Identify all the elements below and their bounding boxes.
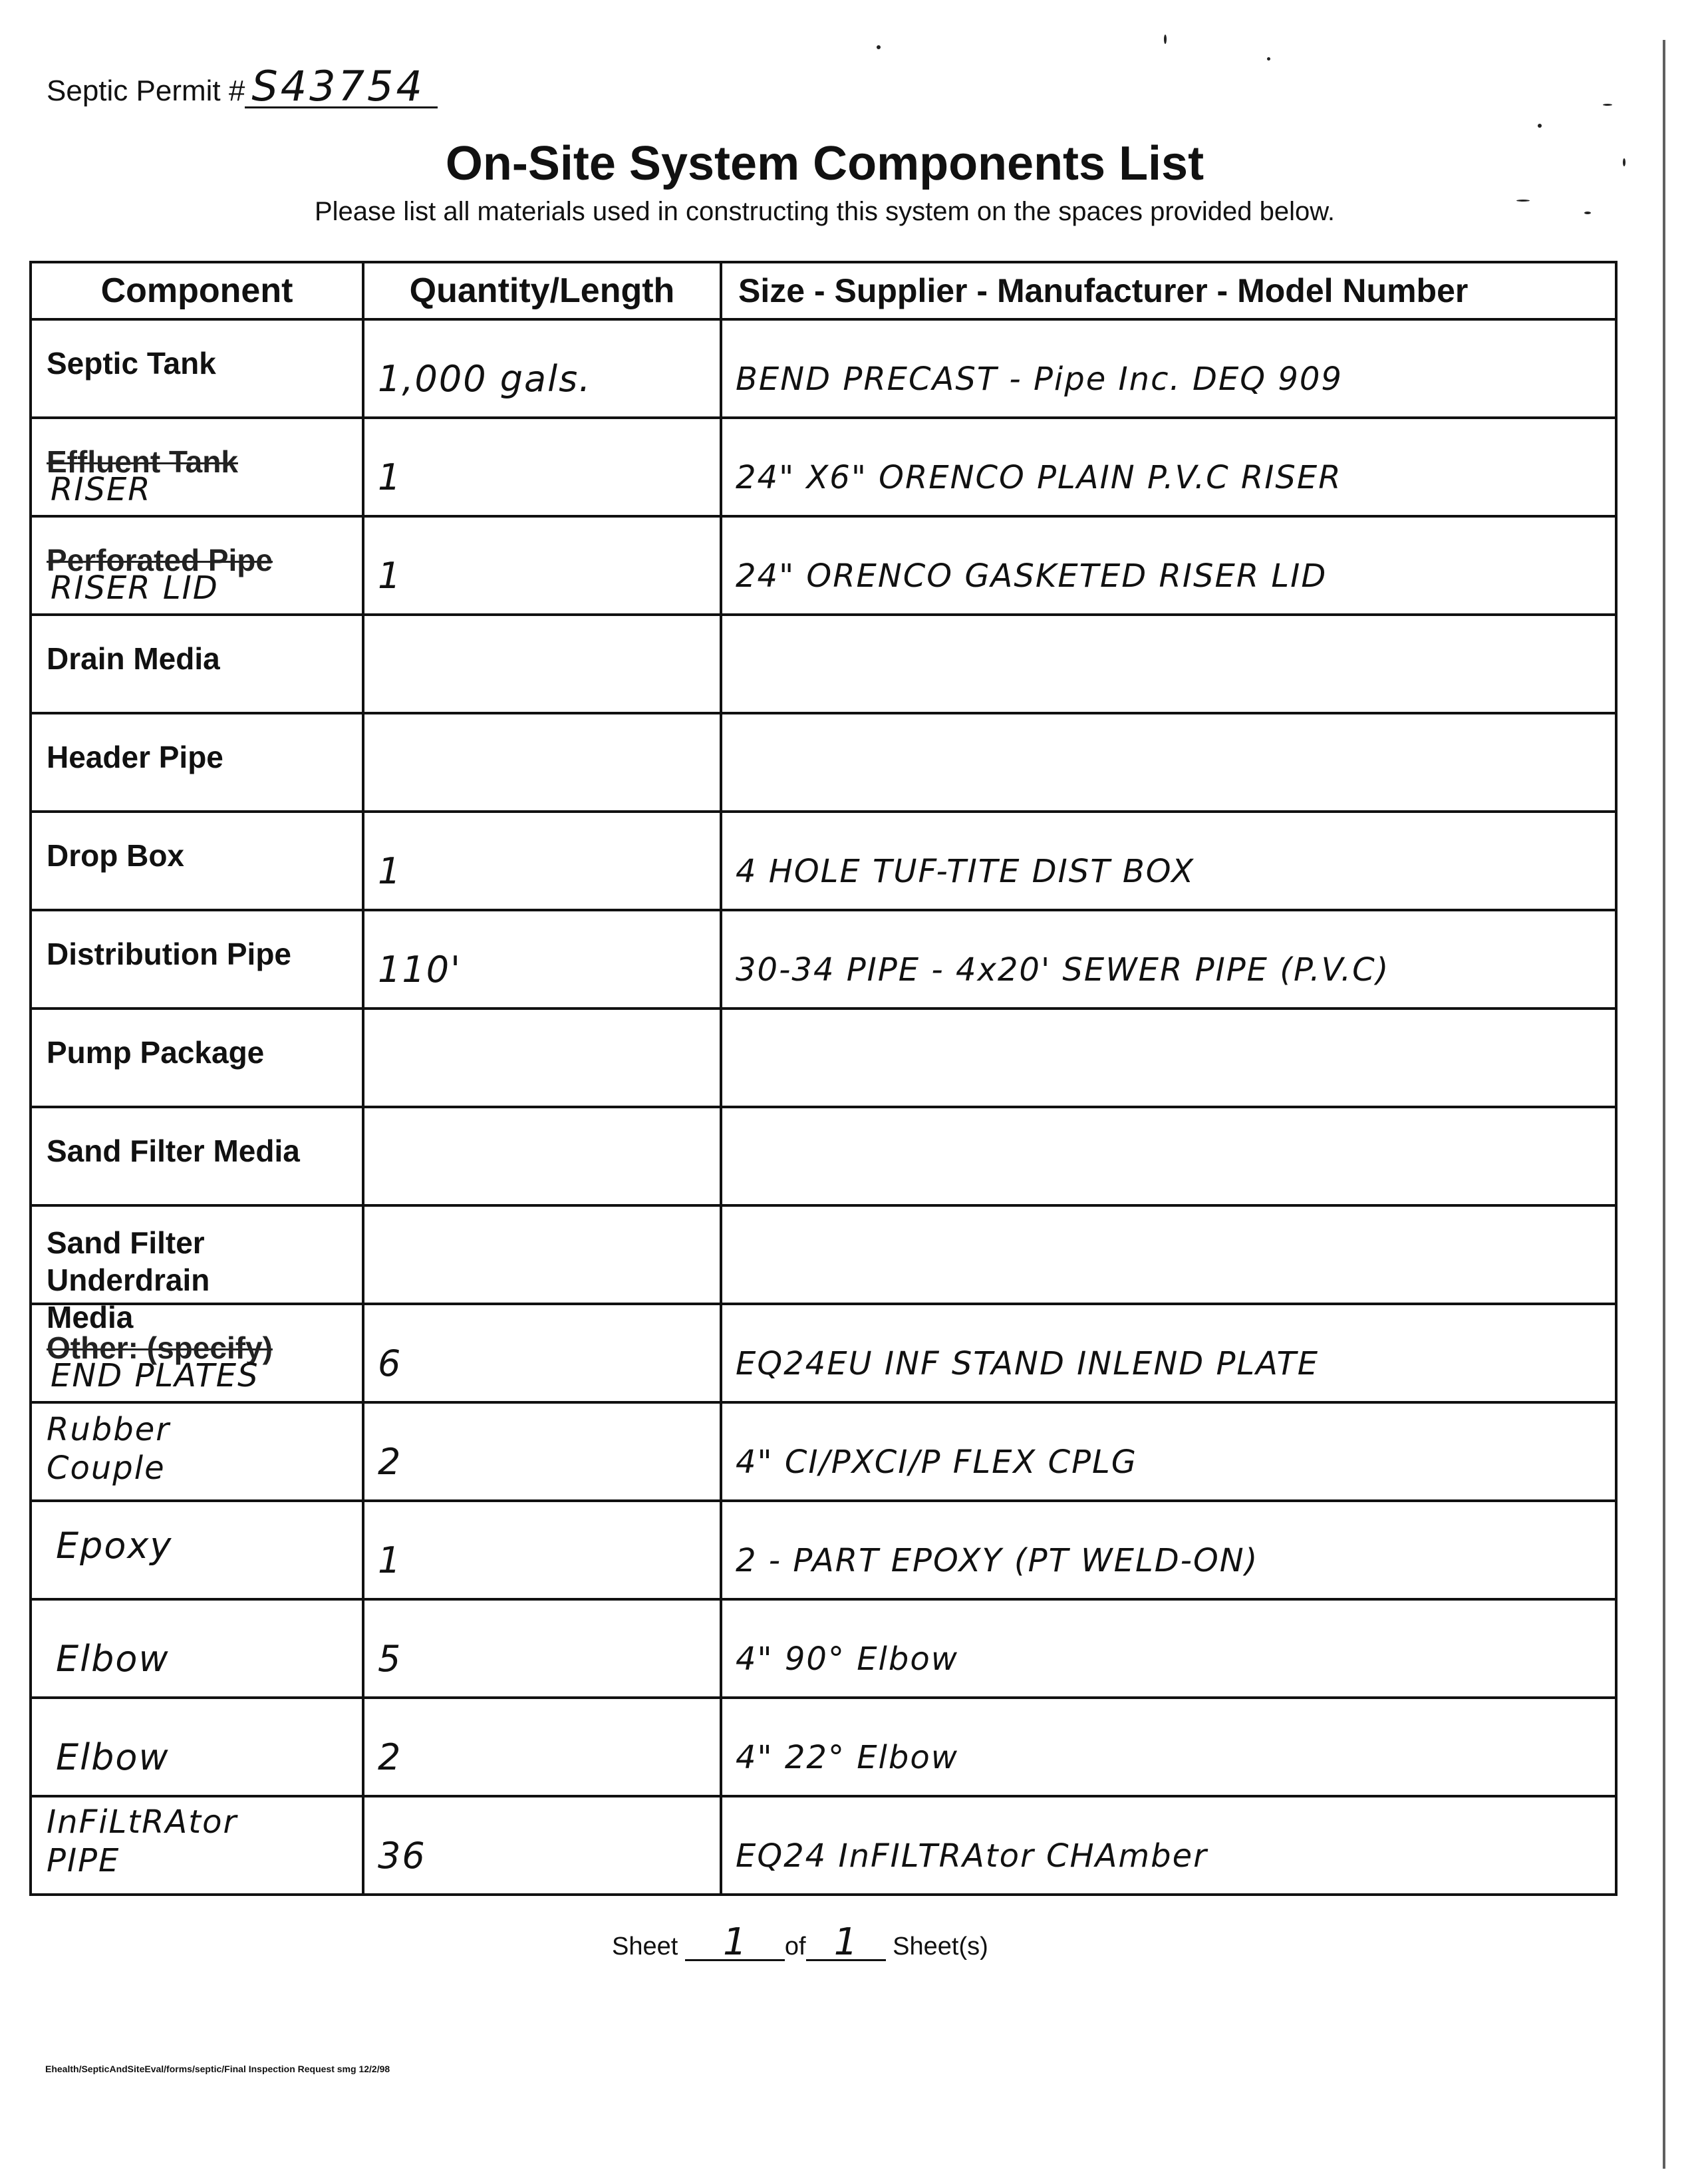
table-row bbox=[31, 1599, 1616, 1698]
scan-speck bbox=[1603, 104, 1612, 106]
component-label: Sand Filter Media bbox=[47, 1134, 300, 1168]
quantity-cell bbox=[363, 1009, 721, 1107]
quantity-value: 1 bbox=[378, 456, 402, 498]
component-label: Pump Package bbox=[47, 1035, 265, 1070]
quantity-cell bbox=[363, 1304, 721, 1402]
quantity-value: 36 bbox=[378, 1835, 426, 1877]
quantity-cell bbox=[363, 418, 721, 516]
table-row bbox=[31, 1796, 1616, 1895]
sheet-number-field: 1 bbox=[685, 1926, 785, 1961]
quantity-value: 2 bbox=[378, 1736, 402, 1778]
quantity-cell bbox=[363, 1698, 721, 1796]
component-label-struck: Other: (specify) bbox=[47, 1330, 273, 1365]
permit-line bbox=[47, 62, 438, 110]
quantity-cell bbox=[363, 1501, 721, 1599]
details-value: 4" CI/PXCI/P FLEX CPLG bbox=[736, 1444, 1137, 1481]
form-title: On-Site System Components List bbox=[445, 137, 1204, 190]
permit-label: Septic Permit # bbox=[47, 75, 245, 107]
component-cell bbox=[31, 1107, 363, 1205]
table-row bbox=[31, 615, 1616, 713]
sheet-count-line bbox=[612, 1921, 988, 1964]
table-row bbox=[31, 812, 1616, 910]
sheets-label: Sheet(s) bbox=[893, 1933, 988, 1960]
component-label: Drain Media bbox=[47, 641, 220, 676]
scan-speck bbox=[1164, 35, 1167, 44]
details-cell bbox=[721, 319, 1616, 418]
table-row bbox=[31, 1009, 1616, 1107]
table-row bbox=[31, 1501, 1616, 1599]
table-row bbox=[31, 910, 1616, 1009]
form-file-path: Ehealth/SepticAndSiteEval/forms/septic/Final Inspection Request smg 12/2/98 bbox=[45, 2064, 390, 2074]
component-cell bbox=[31, 1205, 363, 1334]
quantity-cell bbox=[363, 1107, 721, 1205]
component-cell bbox=[31, 1599, 363, 1698]
quantity-cell bbox=[363, 713, 721, 812]
total-sheets-field: 1 bbox=[806, 1926, 886, 1961]
column-header-quantity: Quantity/Length bbox=[363, 262, 721, 319]
details-value: EQ24 InFILTRAtor CHAmber bbox=[736, 1837, 1208, 1875]
component-handwritten: InFiLtRAtor PIPE bbox=[47, 1803, 238, 1879]
quantity-value: 110' bbox=[378, 949, 462, 991]
component-cell bbox=[31, 713, 363, 812]
details-cell bbox=[721, 1599, 1616, 1698]
component-label: Septic Tank bbox=[47, 346, 216, 381]
table-header-row bbox=[31, 262, 1616, 319]
details-cell bbox=[721, 418, 1616, 516]
component-label: Sand Filter Underdrain Media bbox=[47, 1225, 210, 1334]
component-cell bbox=[31, 1009, 363, 1107]
component-handwritten: RISER bbox=[51, 471, 152, 508]
scan-speck bbox=[1538, 124, 1542, 128]
quantity-cell bbox=[363, 1205, 721, 1304]
details-value: 4 HOLE TUF-TITE DIST BOX bbox=[736, 853, 1195, 890]
details-cell bbox=[721, 1009, 1616, 1107]
quantity-cell bbox=[363, 1599, 721, 1698]
component-handwritten: END PLATES bbox=[51, 1357, 259, 1394]
component-handwritten: Epoxy bbox=[56, 1525, 173, 1567]
details-cell bbox=[721, 1205, 1616, 1304]
details-value: BEND PRECAST - Pipe Inc. DEQ 909 bbox=[736, 361, 1343, 398]
component-handwritten: Rubber Couple bbox=[47, 1411, 170, 1487]
component-label: Drop Box bbox=[47, 838, 184, 873]
details-cell bbox=[721, 812, 1616, 910]
quantity-cell bbox=[363, 1402, 721, 1501]
table-row bbox=[31, 418, 1616, 516]
details-value: 4" 90° Elbow bbox=[736, 1640, 958, 1678]
table-row bbox=[31, 1402, 1616, 1501]
component-cell bbox=[31, 812, 363, 910]
details-value: 4" 22° Elbow bbox=[736, 1739, 958, 1776]
details-cell bbox=[721, 1698, 1616, 1796]
component-cell bbox=[31, 1304, 363, 1402]
permit-number-field: S43754 bbox=[245, 67, 438, 108]
column-header-component: Component bbox=[31, 262, 363, 319]
details-value: 30-34 PIPE - 4x20' SEWER PIPE (P.V.C) bbox=[736, 951, 1390, 989]
column-header-size-supplier: Size - Supplier - Manufacturer - Model Number bbox=[721, 262, 1616, 319]
quantity-value: 1 bbox=[378, 555, 402, 597]
details-cell bbox=[721, 910, 1616, 1009]
table-row bbox=[31, 319, 1616, 418]
details-cell bbox=[721, 1402, 1616, 1501]
details-value: 2 - PART EPOXY (PT WELD-ON) bbox=[736, 1542, 1259, 1579]
details-value: 24" X6" ORENCO PLAIN P.V.C RISER bbox=[736, 459, 1342, 496]
component-handwritten: Elbow bbox=[56, 1736, 170, 1778]
component-handwritten: Elbow bbox=[56, 1638, 170, 1680]
component-cell bbox=[31, 319, 363, 418]
details-value: 24" ORENCO GASKETED RISER LID bbox=[736, 557, 1328, 595]
component-cell bbox=[31, 910, 363, 1009]
details-cell bbox=[721, 516, 1616, 615]
details-cell bbox=[721, 1107, 1616, 1205]
scan-speck bbox=[1267, 57, 1270, 61]
quantity-value: 5 bbox=[378, 1638, 402, 1680]
component-label: Header Pipe bbox=[47, 740, 223, 774]
details-cell bbox=[721, 1501, 1616, 1599]
details-cell bbox=[721, 1796, 1616, 1895]
quantity-value: 1 bbox=[378, 1539, 402, 1581]
quantity-cell bbox=[363, 319, 721, 418]
of-label: of bbox=[784, 1933, 806, 1960]
quantity-cell bbox=[363, 812, 721, 910]
component-label-struck: Effluent Tank bbox=[47, 444, 238, 479]
component-cell bbox=[31, 615, 363, 713]
table-row bbox=[31, 1698, 1616, 1796]
table-row bbox=[31, 1304, 1616, 1402]
component-cell bbox=[31, 1698, 363, 1796]
table-row bbox=[31, 713, 1616, 812]
component-label-struck: Perforated Pipe bbox=[47, 543, 273, 577]
details-cell bbox=[721, 1304, 1616, 1402]
quantity-cell bbox=[363, 1796, 721, 1895]
quantity-value: 1 bbox=[378, 850, 402, 892]
component-cell bbox=[31, 516, 363, 615]
scan-edge-line bbox=[1663, 40, 1665, 2169]
component-handwritten: RISER LID bbox=[51, 569, 219, 607]
details-value: EQ24EU INF STAND INLEND PLATE bbox=[736, 1345, 1320, 1382]
quantity-cell bbox=[363, 615, 721, 713]
quantity-cell bbox=[363, 516, 721, 615]
quantity-value: 6 bbox=[378, 1342, 402, 1384]
component-cell bbox=[31, 1796, 363, 1895]
table-row bbox=[31, 1107, 1616, 1205]
components-table bbox=[29, 261, 1618, 1896]
table-row bbox=[31, 516, 1616, 615]
component-cell bbox=[31, 418, 363, 516]
table-row bbox=[31, 1205, 1616, 1304]
component-cell bbox=[31, 1402, 363, 1501]
details-cell bbox=[721, 713, 1616, 812]
form-subtitle: Please list all materials used in constructing this system on the spaces provided below. bbox=[314, 197, 1336, 226]
quantity-value: 2 bbox=[378, 1441, 402, 1483]
component-cell bbox=[31, 1501, 363, 1599]
quantity-value: 1,000 gals. bbox=[378, 358, 592, 400]
details-cell bbox=[721, 615, 1616, 713]
quantity-cell bbox=[363, 910, 721, 1009]
sheet-label: Sheet bbox=[612, 1933, 678, 1960]
component-label: Distribution Pipe bbox=[47, 937, 291, 971]
scan-speck bbox=[877, 45, 881, 49]
